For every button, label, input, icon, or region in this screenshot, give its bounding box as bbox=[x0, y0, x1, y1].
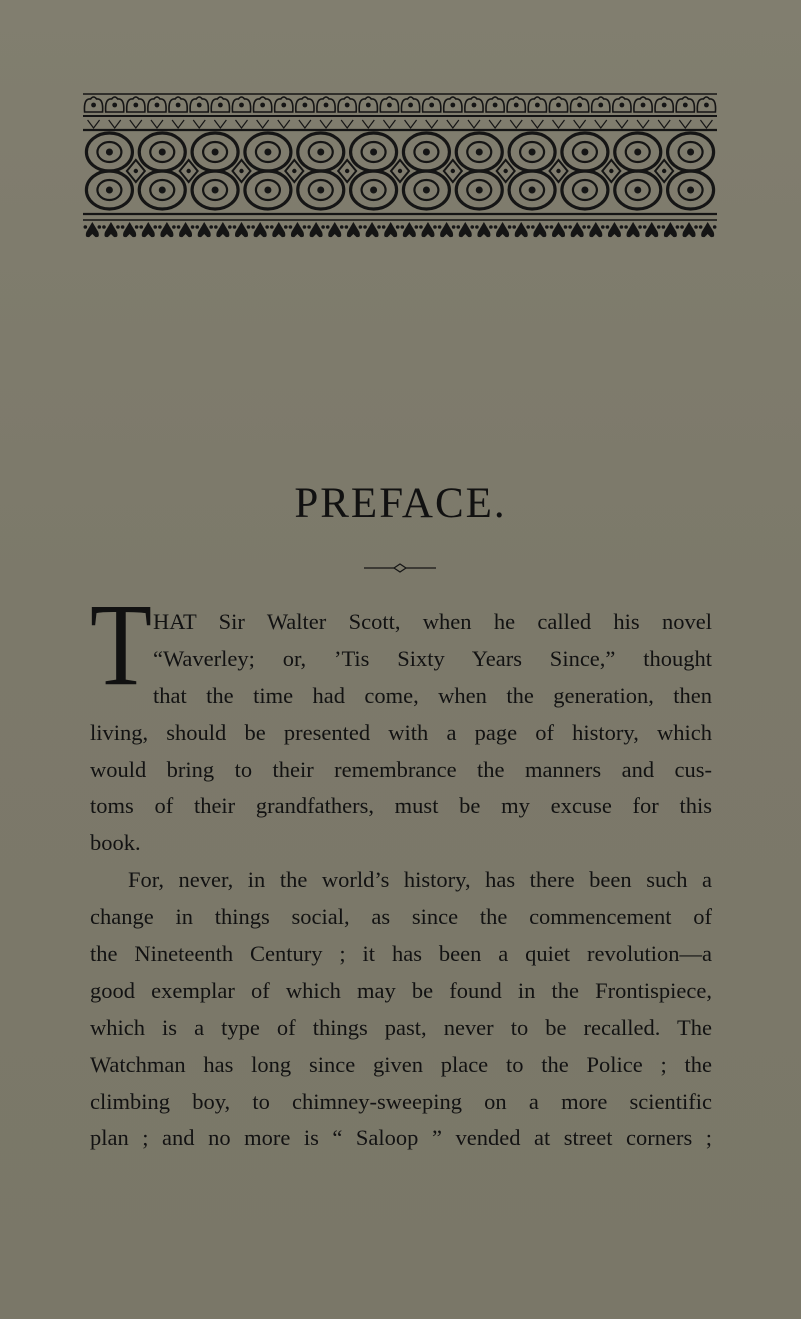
text-line: that the time had come, when the generation, then bbox=[153, 682, 712, 708]
text-line: would bring to their remembrance the manners and cus- bbox=[90, 756, 712, 782]
text-line: which is a type of things past, never to be recalled. The bbox=[90, 1014, 712, 1040]
text-line: the Nineteenth Century ; it has been a quiet revolution—a bbox=[90, 941, 712, 967]
text-line: For, never, in the world’s history, has there been such a bbox=[128, 867, 712, 893]
page-title: PREFACE. bbox=[294, 480, 507, 527]
text-line: book. bbox=[90, 830, 141, 856]
text-line: living, should be presented with a page of history, which bbox=[90, 719, 712, 745]
text-line: Watchman has long since given place to the Police ; the bbox=[90, 1051, 712, 1077]
diamond-rule-icon bbox=[364, 563, 436, 573]
text-line: toms of their grandfathers, must be my excuse for this bbox=[90, 793, 712, 819]
decorative-headband-icon bbox=[83, 90, 717, 240]
text-line: climbing boy, to chimney-sweeping on a more scientific bbox=[90, 1088, 712, 1114]
preface-text bbox=[90, 604, 712, 1157]
text-line: “Waverley; or, ’Tis Sixty Years Since,” thought bbox=[153, 645, 712, 671]
text-line: plan ; and no more is “ Saloop ” vended at street corners ; bbox=[90, 1125, 712, 1151]
text-line: HAT Sir Walter Scott, when he called his novel bbox=[153, 609, 712, 634]
svg-text:T: T bbox=[90, 579, 152, 710]
text-line: change in things social, as since the commencement of bbox=[90, 904, 712, 930]
text-line: good exemplar of which may be found in the Frontispiece, bbox=[90, 977, 712, 1003]
